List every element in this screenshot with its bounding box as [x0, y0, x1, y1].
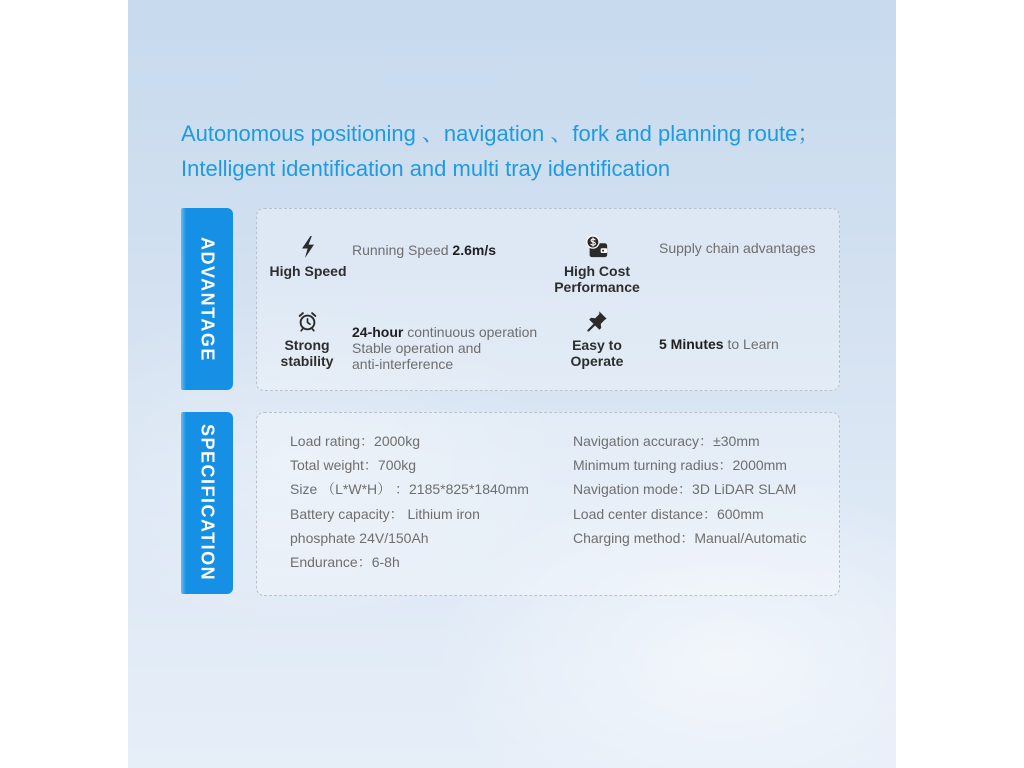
description-text: continuous operation [403, 324, 538, 340]
pushpin-icon [582, 309, 612, 333]
advantage-item-label: Easy to [572, 337, 622, 353]
description-line [659, 336, 779, 352]
description-highlight: 2.6m/s [452, 242, 497, 258]
advantage-item-label: High Speed [269, 263, 347, 279]
advantage-item-label: High Cost [563, 263, 631, 279]
description-line [659, 240, 815, 256]
advantage-item-header [549, 309, 645, 369]
spec-row: Load rating：2000kg [290, 433, 420, 449]
spec-row: Endurance：6-8h [290, 554, 400, 571]
alarm-clock-icon [292, 309, 322, 333]
description-highlight: 24-hour [352, 324, 404, 340]
money-wallet-icon [582, 235, 612, 259]
description-line [352, 356, 537, 372]
description-highlight: 5 Minutes [659, 336, 724, 352]
advantage-item-header [549, 235, 645, 295]
background-panel [128, 0, 896, 768]
description-line [352, 324, 537, 340]
spec-row: Navigation accuracy：±30mm [573, 433, 760, 449]
specification-tab-label: SPECIFICATION [197, 424, 218, 582]
spec-row: Minimum turning radius：2000mm [573, 457, 787, 474]
advantage-item-description [659, 336, 779, 352]
description-text: to Learn [723, 336, 779, 352]
headline-line-1: Autonomous positioning 、navigation 、fork and planning route； [181, 121, 820, 146]
advantage-item-label: Operate [570, 353, 624, 369]
spec-row: phosphate 24V/150Ah [290, 529, 429, 546]
spec-row: Load center distance：600mm [573, 505, 764, 522]
description-text: Stable operation and [352, 340, 482, 356]
advantage-item-header [260, 235, 356, 279]
advantage-tab-label: ADVANTAGE [197, 236, 218, 362]
advantage-item-easy-operate [549, 300, 841, 392]
advantage-item-description [659, 240, 815, 256]
advantage-item-label: Performance [554, 279, 640, 295]
lightning-icon [293, 235, 323, 259]
advantage-item-stability [257, 300, 549, 392]
spec-row: Size （L*W*H） ：2185*825*1840mm [290, 481, 529, 498]
spec-row: Battery capacity： Lithium iron [290, 505, 480, 522]
specification-tab [181, 412, 233, 594]
advantage-item-description [352, 324, 537, 372]
description-line [352, 242, 496, 258]
advantage-item-label: Strong [284, 337, 330, 353]
advantage-item-header [259, 309, 355, 369]
spec-column-left [290, 429, 529, 574]
headline-line-2: Intelligent identification and multi tray identification [181, 156, 671, 181]
advantage-item-cost-performance [549, 209, 841, 300]
spec-row: Navigation mode：3D LiDAR SLAM [573, 481, 797, 498]
description-text: Supply chain advantages [659, 240, 816, 256]
description-text: Running Speed [352, 242, 453, 258]
advantage-tab [181, 208, 233, 390]
headline [181, 116, 819, 186]
advantage-item-label: stability [280, 353, 334, 369]
advantage-item-high-speed [257, 209, 549, 300]
spec-row: Total weight：700kg [290, 457, 417, 474]
description-line [352, 340, 537, 356]
spec-column-right [573, 429, 806, 550]
spec-row: Charging method：Manual/Automatic [573, 529, 807, 546]
advantage-card [256, 208, 840, 391]
specification-card [256, 412, 840, 596]
advantage-item-description [352, 242, 496, 258]
description-text: anti-interference [352, 356, 454, 372]
